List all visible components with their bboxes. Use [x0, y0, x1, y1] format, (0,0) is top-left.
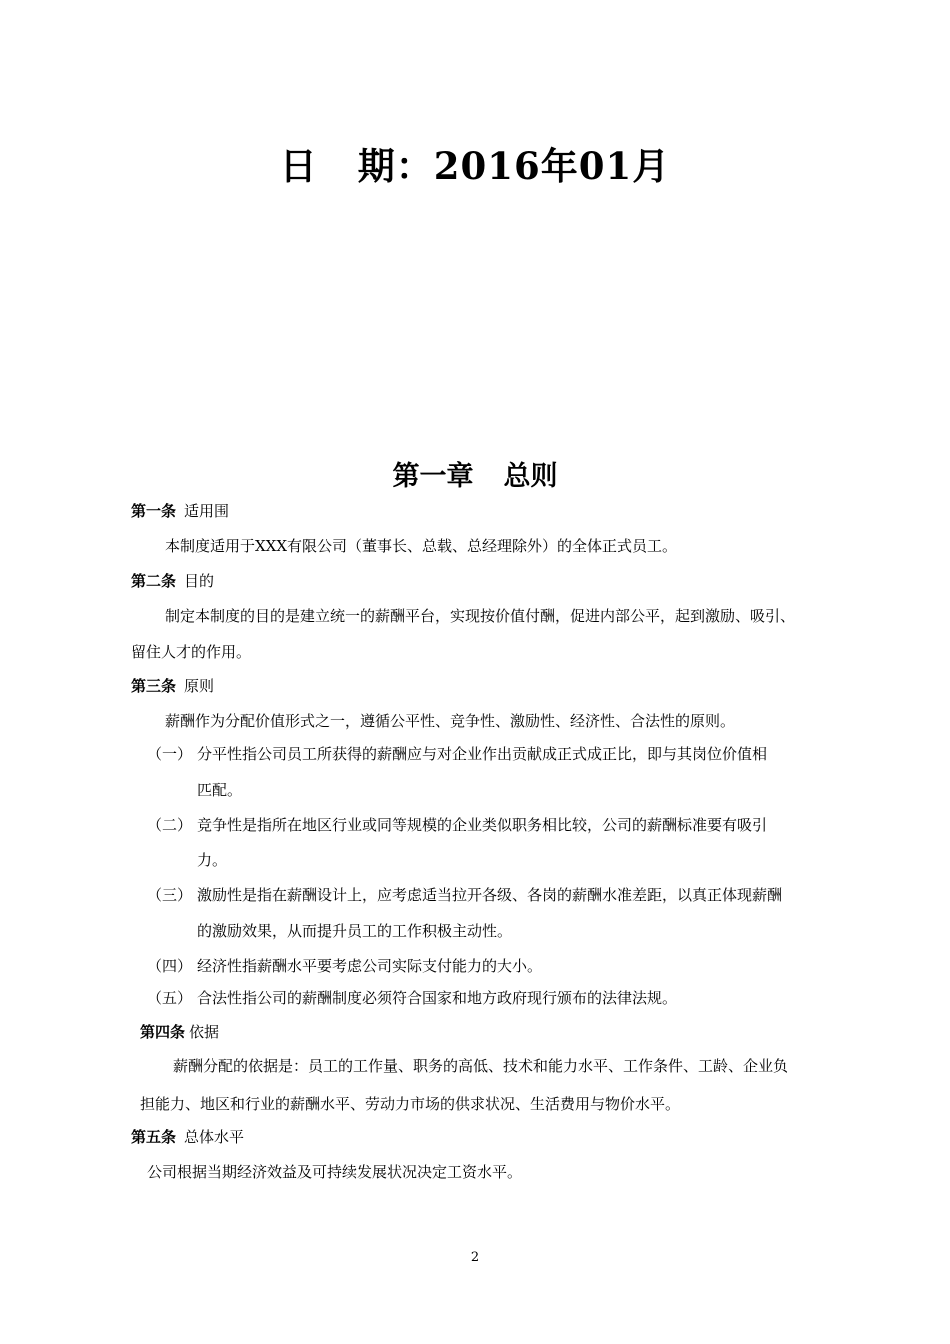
list-item-line: 合法性指公司的薪酬制度必须符合国家和地方政府现行颁布的法律法规。 — [197, 989, 678, 1007]
article-number: 第三条 — [131, 677, 177, 695]
date-heading — [0, 136, 950, 190]
list-marker: （一） — [147, 745, 193, 763]
chapter-title — [0, 454, 950, 493]
list-marker: （五） — [147, 989, 193, 1007]
article-title: 原则 — [184, 677, 215, 695]
article-heading — [140, 1022, 219, 1042]
list-item-line: 激励性是指在薪酬设计上，应考虑适当拉开各级、各岗的薪酬水准差距，以真正体现薪酬 — [197, 886, 783, 904]
paragraph-line: 本制度适用于XXX有限公司（董事长、总载、总经理除外）的全体正式员工。 — [165, 537, 678, 555]
list-item-line: 的激励效果，从而提升员工的工作积极主动性。 — [197, 922, 513, 940]
paragraph-line: 公司根据当期经济效益及可持续发展状况决定工资水平。 — [147, 1163, 523, 1181]
article-number: 第二条 — [131, 572, 177, 590]
paragraph-line: 薪酬分配的依据是：员工的工作量、职务的高低、技术和能力水平、工作条件、工龄、企业负 — [173, 1057, 789, 1075]
list-item-line: 经济性指薪酬水平要考虑公司实际支付能力的大小。 — [197, 957, 543, 975]
article-heading — [131, 501, 229, 521]
paragraph-line: 制定本制度的目的是建立统一的薪酬平台，实现按价值付酬，促进内部公平，起到激励、吸引、 — [165, 607, 796, 625]
paragraph-line: 薪酬作为分配价值形式之一，遵循公平性、竞争性、激励性、经济性、合法性的原则。 — [165, 712, 736, 730]
page-number: 2 — [470, 1250, 480, 1265]
list-item-line: 力。 — [197, 851, 228, 869]
list-marker: （二） — [147, 816, 193, 834]
date-value: 2016年01月 — [433, 144, 671, 188]
article-title: 适用围 — [184, 502, 230, 520]
chapter-name: 总则 — [503, 461, 558, 492]
list-marker: （四） — [147, 957, 193, 975]
article-number: 第五条 — [131, 1128, 177, 1146]
list-marker: （三） — [147, 886, 193, 904]
list-item-line: 匹配。 — [197, 781, 243, 799]
article-number: 第四条 — [140, 1023, 186, 1041]
article-heading — [131, 676, 214, 696]
paragraph-line: 担能力、地区和行业的薪酬水平、劳动力市场的供求状况、生活费用与物价水平。 — [140, 1095, 681, 1113]
date-label-2: 期： — [357, 144, 434, 188]
chapter-number: 第一章 — [392, 461, 474, 492]
date-label: 日 — [279, 144, 318, 188]
list-item-line: 竞争性是指所在地区行业或同等规模的企业类似职务相比较，公司的薪酬标准要有吸引 — [197, 816, 768, 834]
paragraph-line: 留住人才的作用。 — [131, 643, 252, 661]
article-title: 依据 — [189, 1023, 220, 1041]
article-heading — [131, 571, 214, 591]
article-title: 总体水平 — [184, 1128, 245, 1146]
article-heading — [131, 1127, 244, 1147]
article-number: 第一条 — [131, 502, 177, 520]
list-item-line: 分平性指公司员工所获得的薪酬应与对企业作出贡献成正式成正比，即与其岗位价值相 — [197, 745, 768, 763]
article-title: 目的 — [184, 572, 215, 590]
